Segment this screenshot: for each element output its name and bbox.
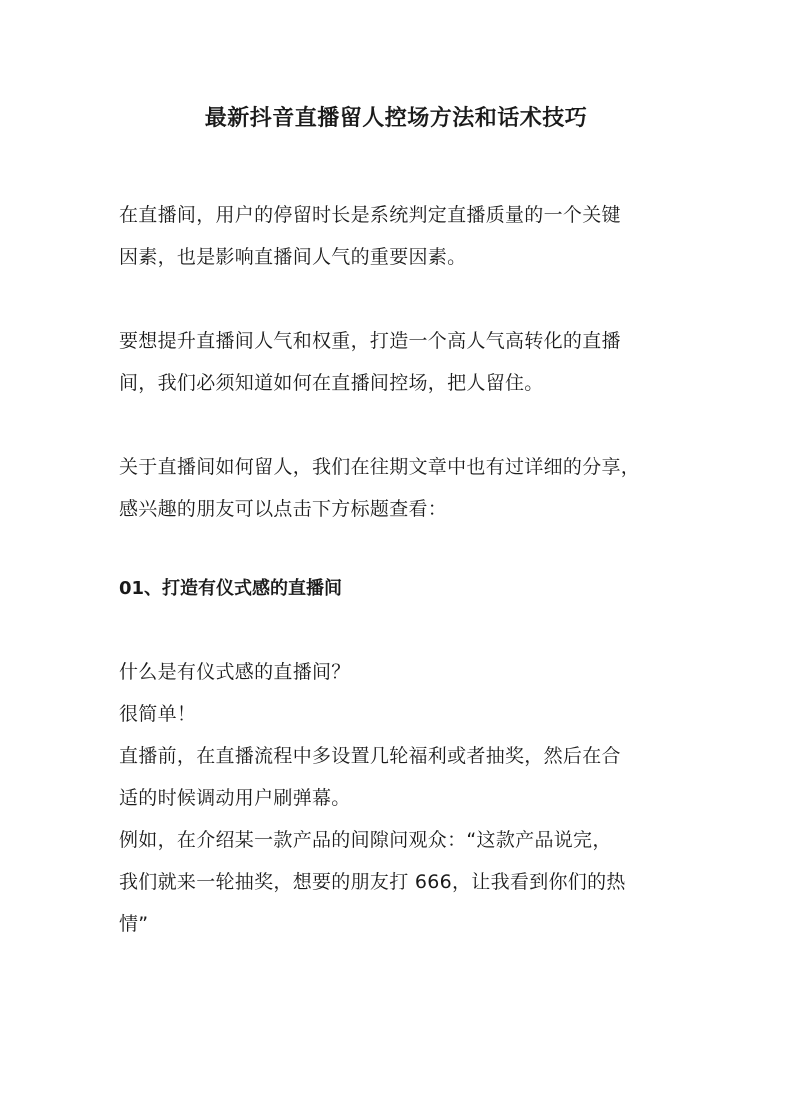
section-line: 例如，在介绍某一款产品的间隙问观众：“这款产品说完，	[119, 829, 612, 851]
paragraph-line: 在直播间，用户的停留时长是系统判定直播质量的一个关键	[119, 204, 621, 226]
section-line: 很简单！	[119, 703, 197, 725]
section-line: 适的时候调动用户刷弹幕。	[119, 787, 351, 809]
section-body	[119, 651, 694, 945]
paragraph-line: 因素，也是影响直播间人气的重要因素。	[119, 246, 467, 268]
document-title: 最新抖音直播留人控场方法和话术技巧	[204, 106, 588, 131]
paragraph-2	[119, 320, 694, 404]
paragraph-1	[119, 194, 694, 278]
paragraph-line: 间，我们必须知道如何在直播间控场，把人留住。	[119, 372, 544, 394]
section-line: 什么是有仪式感的直播间？	[119, 661, 351, 683]
section-heading: 01、打造有仪式感的直播间	[119, 578, 343, 599]
section-line: 情”	[119, 913, 149, 935]
paragraph-line: 关于直播间如何留人，我们在往期文章中也有过详细的分享，	[119, 456, 641, 478]
paragraph-line: 感兴趣的朋友可以点击下方标题查看：	[119, 498, 448, 520]
paragraph-3	[119, 446, 694, 530]
section-line: 我们就来一轮抽奖，想要的朋友打 666，让我看到你们的热	[119, 871, 626, 893]
paragraph-line: 要想提升直播间人气和权重，打造一个高人气高转化的直播	[119, 330, 621, 352]
section-line: 直播前，在直播流程中多设置几轮福利或者抽奖，然后在合	[119, 745, 621, 767]
